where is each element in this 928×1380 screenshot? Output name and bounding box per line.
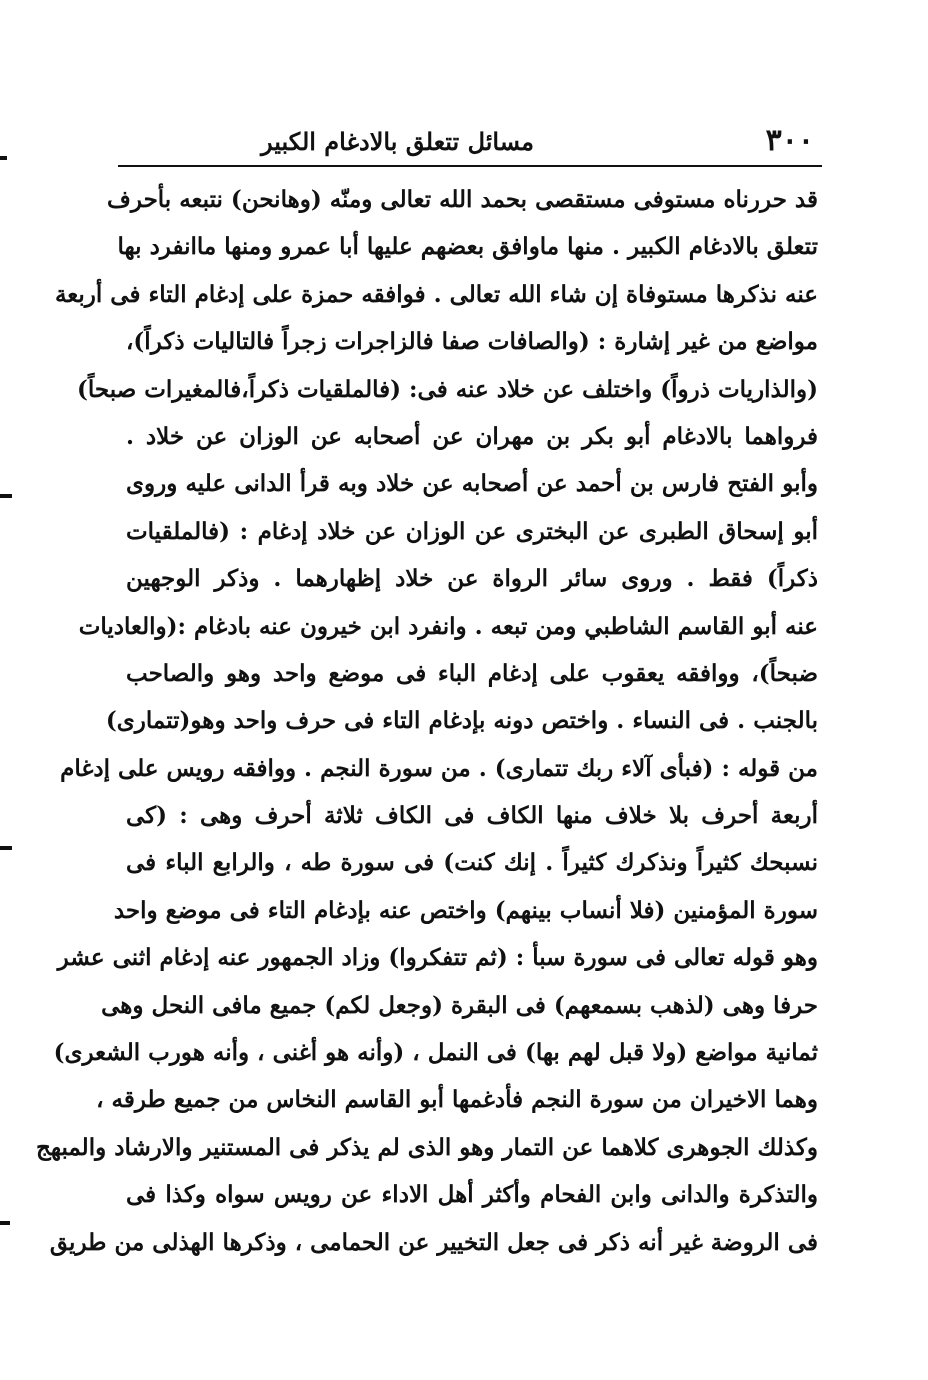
header-rule [118, 165, 822, 167]
page-header [118, 118, 822, 164]
text-line: حرفا وهى (لذهب بسمعهم) فى البقرة (وجعل لكم) جميع مافى النحل وهى [101, 991, 818, 1019]
running-title: مسائل تتعلق بالادغام الكبير [260, 127, 534, 156]
text-line: مواضع من غير إشارة : (والصافات صفا فالزاجرات زجراً فالتاليات ذكراً)، [126, 328, 818, 356]
margin-mark [0, 1221, 10, 1225]
body-text [36, 176, 818, 1266]
text-line: وهما الاخيران من سورة النجم فأدغمها أبو القاسم النخاس من جميع طرقه ، [96, 1086, 818, 1114]
text-line: وكذلك الجوهرى كلاهما عن التمار وهو الذى لم يذكر فى المستنير والارشاد والمبهج [36, 1133, 818, 1161]
text-line: وهو قوله تعالى فى سورة سبأ : (ثم تتفكروا) وزاد الجمهور عنه إدغام اثنى عشر [57, 944, 818, 972]
page-number: ٣٠٠ [765, 123, 814, 158]
text-line: أبو إسحاق الطبرى عن البخترى عن الوزان عن خلاد إدغام : (فالملقيات [126, 517, 818, 545]
text-line: عنه أبو القاسم الشاطبي ومن تبعه . وانفرد ابن خيرون عنه بادغام :(والعاديات [78, 612, 818, 640]
text-line: ذكراً) فقط . وروى سائر الرواة عن خلاد إظهارهما . وذكر الوجهين [126, 565, 818, 593]
text-line: والتذكرة والدانى وابن الفحام وأكثر أهل الاداء عن رويس سواه وكذا فى [126, 1181, 818, 1209]
text-line: عنه نذكرها مستوفاة إن شاء الله تعالى . فوافقه حمزة على إدغام التاء فى أربعة [54, 280, 818, 308]
margin-mark [0, 846, 12, 850]
text-line: فرواهما بالادغام أبو بكر بن مهران عن أصحابه عن الوزان عن خلاد . [126, 422, 818, 450]
text-line: تتعلق بالادغام الكبير . منها ماوافق بعضهم عليها أبا عمرو ومنها ماانفرد بها [117, 233, 818, 261]
text-line: نسبحك كثيراً ونذكرك كثيراً . إنك كنت) فى سورة طه ، والرابع الباء فى [126, 849, 818, 877]
text-line: قد حررناه مستوفى مستقصى بحمد الله تعالى ومنّه (وهانحن) نتبعه بأحرف [107, 186, 818, 213]
text-line: سورة المؤمنين (فلا أنساب بينهم) واختص عنه بإدغام التاء فى موضع واحد [113, 896, 818, 924]
margin-mark [0, 494, 12, 498]
text-line: (والذاريات ذرواً) واختلف عن خلاد عنه فى: (فالملقيات ذكراً،فالمغيرات صبحاً) [77, 375, 818, 403]
text-line: أربعة أحرف بلا خلاف منها الكاف فى الكاف ثلاثة أحرف وهى : (كى [126, 802, 818, 830]
text-line: من قوله : (فبأى آلاء ربك تتمارى) . من سورة النجم . ووافقه رويس على إدغام [60, 754, 818, 782]
text-line: ثمانية مواضع (ولا قبل لهم بها) فى النمل ، (وأنه هو أغنى ، وأنه هورب الشعرى) [53, 1039, 818, 1067]
text-line: وأبو الفتح فارس بن أحمد عن أصحابه عن خلاد وبه قرأ الدانى عليه وروى [126, 470, 818, 498]
margin-mark [0, 156, 7, 160]
text-line: فى الروضة غير أنه ذكر فى جعل التخيير عن الحمامى ، وذكرها الهذلى من طريق [49, 1228, 818, 1256]
text-line: بالجنب . فى النساء . واختص دونه بإدغام التاء فى حرف واحد وهو(تتمارى) [105, 707, 818, 735]
text-line: ضبحاً)، ووافقه يعقوب على إدغام الباء فى موضع واحد وهو والصاحب [126, 659, 818, 687]
